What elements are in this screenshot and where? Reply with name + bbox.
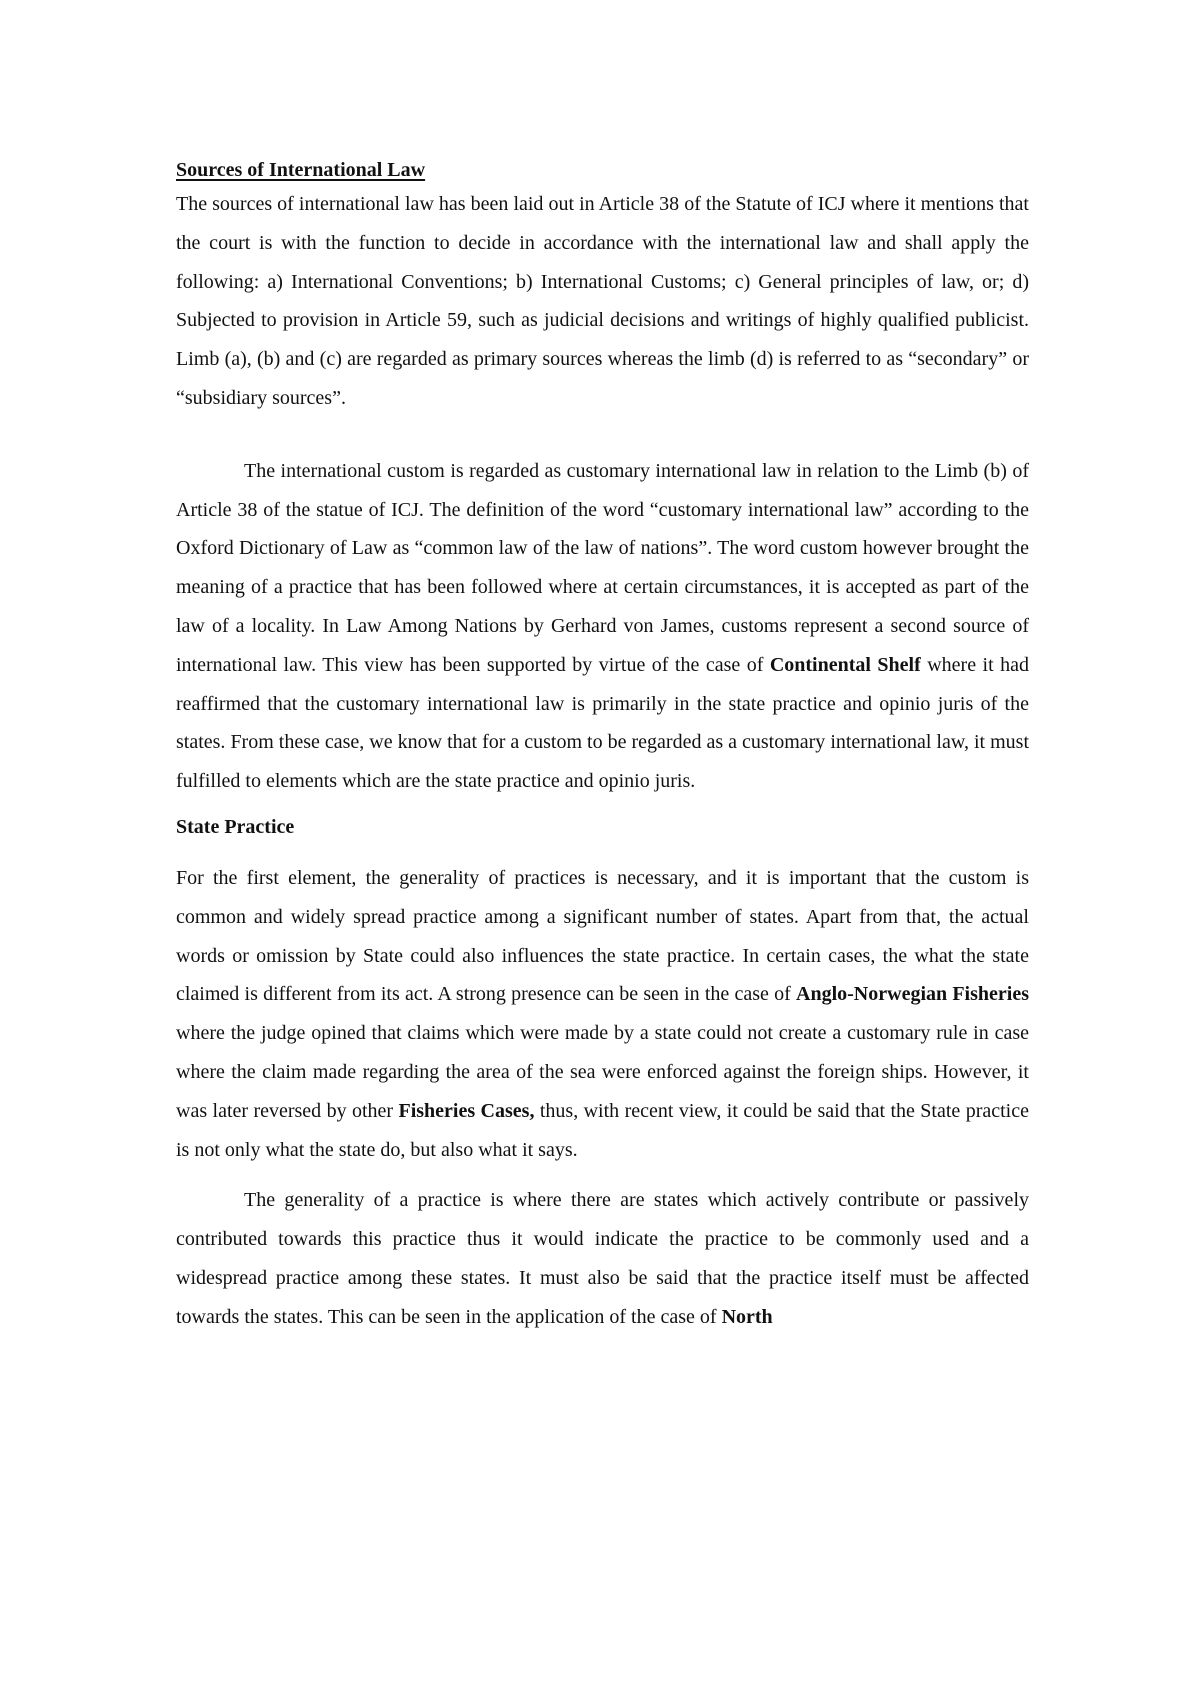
paragraph-text: The generality of a practice is where there are states which actively contribute or passively contributed towards this practice thus it would indicate the practice to be commonly used and a widespread practice among these states. It must also be said that the practice itself must be affected towards the states. This can be seen in the application of the case of (176, 1189, 1029, 1328)
paragraph-text: where the judge opined that claims which were made by a state could not create a customary rule in case where the claim made regarding the area of the sea were enforced against the foreign ships. However, it was later reversed by other (176, 1022, 1029, 1122)
case-name-north: North (721, 1305, 773, 1328)
paragraph-sources-intro: The sources of international law has been laid out in Article 38 of the Statute of ICJ where it mentions that the court is with the function to decide in accordance with the international law and shall apply the following: a) International Conventions; b) International Customs; c) General principles of law, or; d) Subjected to provision in Article 59, such as judicial decisions and writings of highly qualified publicist. Limb (a), (b) and (c) are regarded as primary sources whereas the limb (d) is referred to as “secondary” or “subsidiary sources”. (176, 193, 1029, 409)
paragraph-generality-of-practice (176, 1181, 1029, 1336)
heading-sources-of-international-law: Sources of International Law (176, 159, 426, 181)
heading-state-practice: State Practice (176, 815, 295, 838)
paragraph-text: For the first element, the generality of practices is necessary, and it is important that the custom is common and widely spread practice among a significant number of states. Apart from that, the actual words or omission by State could also influences the state practice. In certain cases, the what the state claimed is different from its act. A strong presence can be seen in the case of (176, 866, 1029, 1006)
paragraph-text: The international custom is regarded as customary international law in relation to the Limb (b) of Article 38 of the statue of ICJ. The definition of the word “customary international law” according to the Oxford Dictionary of Law as “common law of the law of nations”. The word custom however brought the meaning of a practice that has been followed where at certain circumstances, it is accepted as part of the law of a locality. In Law Among Nations by Gerhard von James, customs represent a second source of international law. This view has been supported by virtue of the case of (176, 459, 1029, 676)
paragraph-first-element (176, 859, 1029, 1169)
case-name-anglo-norwegian-fisheries: Anglo-Norwegian Fisheries (796, 983, 1029, 1006)
document-page (176, 158, 1029, 1337)
paragraph-international-custom (176, 452, 1029, 801)
case-name-fisheries-cases: Fisheries Cases, (398, 1099, 535, 1122)
paragraph-text: where it had reaffirmed that the customary international law is primarily in the state practice and opinio juris of the states. From these case, we know that for a custom to be regarded as a customary international law, it must fulfilled to elements which are the state practice and opinio juris. (176, 653, 1029, 793)
paragraph-text: thus, with recent view, it could be said that the State practice is not only what the state do, but also what it says. (176, 1099, 1029, 1161)
case-name-continental-shelf: Continental Shelf (769, 653, 921, 676)
